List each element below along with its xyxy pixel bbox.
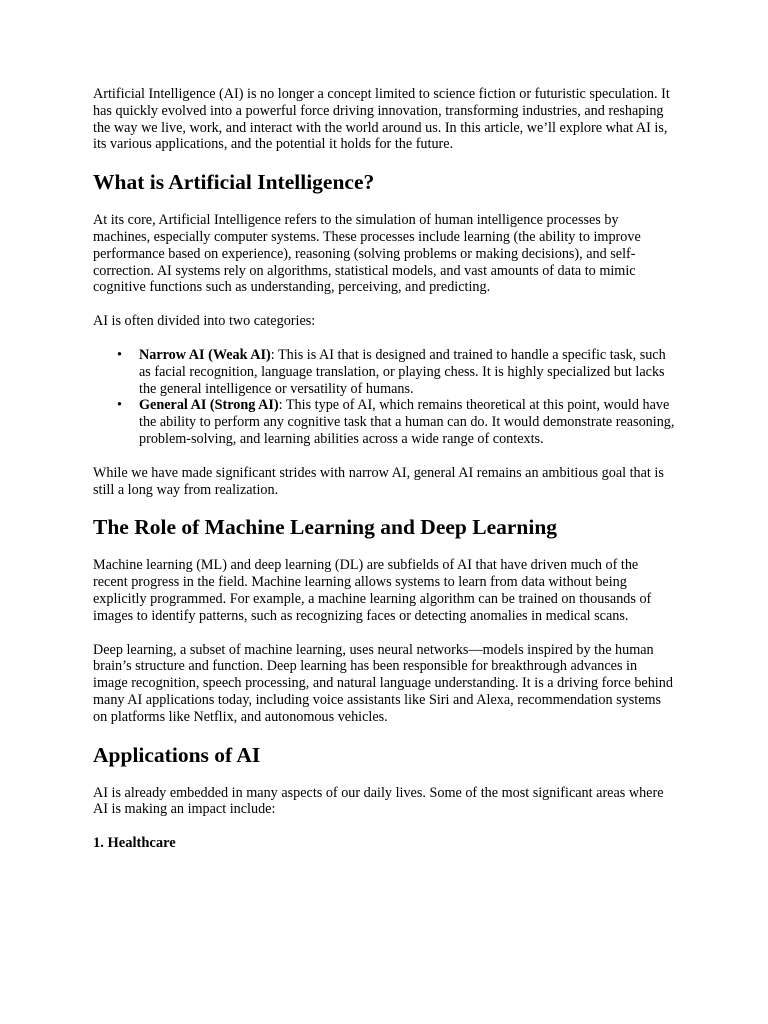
section-heading-applications: Applications of AI <box>93 742 261 767</box>
bullet-icon: • <box>117 346 122 363</box>
bullet-icon: • <box>117 397 122 414</box>
section2-paragraph-1: Machine learning (ML) and deep learning (DL) are subfields of AI that have driven much of the recent progress in the field. Machine learning allows systems to learn from data without being explicitly programmed. For example, a machine learning algorithm can be trained on thousands of images to identify patterns, such as recognizing faces or detecting anomalies in medical scans. <box>93 557 652 624</box>
section-heading-what-is-ai: What is Artificial Intelligence? <box>93 170 375 195</box>
list-item-narrow-ai <box>117 346 675 397</box>
intro-paragraph: Artificial Intelligence (AI) is no longer a concept limited to science fiction or futuristic speculation. It has quickly evolved into a powerful force driving innovation, transforming industries, and reshaping the way we live, work, and interact with the world around us. In this article, we’ll explore what AI is, its various applications, and the potential it holds for the future. <box>93 86 670 153</box>
list-item-text: : This is AI that is designed and trained to handle a specific task, such as facial recognition, language translation, or playing chess. It is highly specialized but lacks the general intelligence or versatility of humans. <box>139 346 666 397</box>
list-item-general-ai <box>117 397 675 447</box>
section3-paragraph-1: AI is already embedded in many aspects of our daily lives. Some of the most significant areas where AI is making an impact include: <box>93 784 664 818</box>
list-item-term: Narrow AI (Weak AI) <box>139 346 271 363</box>
section1-paragraph-3: While we have made significant strides with narrow AI, general AI remains an ambitious goal that is still a long way from realization. <box>93 464 664 498</box>
section-heading-ml-dl: The Role of Machine Learning and Deep Learning <box>93 515 558 540</box>
section2-paragraph-2: Deep learning, a subset of machine learning, uses neural networks—models inspired by the human brain’s structure and function. Deep learning has been responsible for breakthrough advances in image recognition, speech processing, and natural language understanding. It is a driving force behind many AI applications today, including voice assistants like Siri and Alexa, recommendation systems on platforms like Netflix, and autonomous vehicles. <box>93 641 673 725</box>
ai-categories-list <box>93 347 675 448</box>
list-item-text: : This type of AI, which remains theoretical at this point, would have the ability to perform any cognitive task that a human can do. It would demonstrate reasoning, problem-solving, and learning abilities across a wide range of contexts. <box>139 397 675 447</box>
section1-paragraph-1: At its core, Artificial Intelligence refers to the simulation of human intelligence processes by machines, especially computer systems. These processes include learning (the ability to improve performance based on experience), reasoning (solving problems or making decisions), and self-correction. AI systems rely on algorithms, statistical models, and vast amounts of data to mimic cognitive functions such as understanding, perceiving, and predicting. <box>93 212 641 296</box>
subheading-healthcare: 1. Healthcare <box>93 835 176 852</box>
section1-paragraph-2: AI is often divided into two categories: <box>93 313 316 330</box>
list-item-term: General AI (Strong AI) <box>139 397 279 414</box>
